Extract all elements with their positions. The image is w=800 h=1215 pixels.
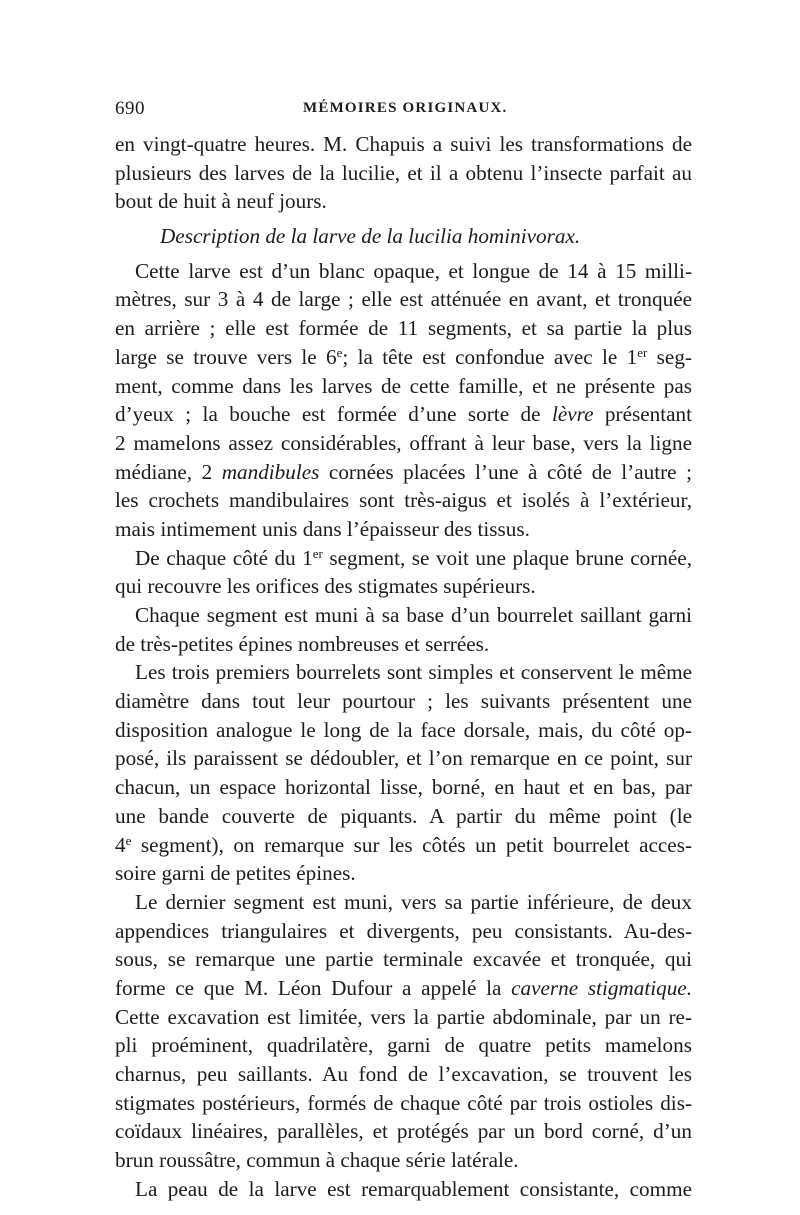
text-line: brun roussâtre, commun à chaque série latérale. xyxy=(115,1148,519,1173)
text-line: posé, ils paraissent se dédoubler, et l’on remarque en ce point, sur xyxy=(115,746,692,771)
text-line: appendices triangulaires et divergents, peu consistants. Au-des- xyxy=(115,918,692,943)
superscript: er xyxy=(312,545,323,561)
italic-term: mandibules xyxy=(221,459,320,484)
text-line: chacun, un espace horizontal lisse, borné, en haut et en bas, par xyxy=(115,775,692,800)
text-line: 2 mamelons assez considérables, offrant à leur base, vers la ligne xyxy=(115,430,692,455)
text-run: 4 xyxy=(115,832,126,857)
italic-term: caverne stigmatique. xyxy=(511,975,692,1000)
superscript: e xyxy=(125,832,132,848)
text-line: en arrière ; elle est formée de 11 segments, et sa partie la plus xyxy=(115,316,692,341)
text-line: Cette excavation est limitée, vers la partie abdominale, par un re- xyxy=(115,1004,692,1029)
text-line: Cette larve est d’un blanc opaque, et longue de 14 à 15 milli- xyxy=(135,258,692,283)
text-line: de très-petites épines nombreuses et serrées. xyxy=(115,631,490,656)
text-line: Chaque segment est muni à sa base d’un bourrelet saillant garni xyxy=(135,603,692,627)
text-line xyxy=(115,458,692,487)
superscript: e xyxy=(336,344,343,360)
italic-term: lèvre xyxy=(551,402,594,427)
text-run: De chaque côté du 1 xyxy=(135,545,313,570)
text-line xyxy=(115,974,692,1003)
text-line: pli proéminent, quadrilatère, garni de quatre petits mamelons xyxy=(115,1033,692,1058)
text-run: large se trouve vers le 6 xyxy=(115,344,337,369)
text-run: d’yeux ; la bouche est formée d’une sorte de xyxy=(115,402,552,427)
text-line: charnus, peu saillants. Au fond de l’excavation, se trouvent les xyxy=(115,1062,692,1086)
text-line: La peau de la larve est remarquablement consistante, comme xyxy=(135,1176,692,1201)
text-line: ment, comme dans les larves de cette famille, et ne présente pas xyxy=(115,373,692,398)
text-line xyxy=(115,400,692,429)
text-run: forme ce que M. Léon Dufour a appelé la xyxy=(115,975,512,1000)
text-line: bout de huit à neuf jours. xyxy=(115,189,327,214)
page-header xyxy=(115,98,695,128)
text-line: diamètre dans tout leur pourtour ; les suivants présentent une xyxy=(115,689,692,714)
section-title: Description de la larve de la lucilia hominivorax. xyxy=(160,224,581,249)
text-line: coïdaux linéaires, parallèles, et protégés par un bord corné, d’un xyxy=(115,1119,692,1144)
text-line: soire garni de petites épines. xyxy=(115,861,356,886)
text-line: qui recouvre les orifices des stigmates supérieurs. xyxy=(115,574,536,599)
text-line xyxy=(115,544,692,573)
text-line: Les trois premiers bourrelets sont simples et conservent le même xyxy=(135,660,692,685)
text-line: disposition analogue le long de la face dorsale, mais, du côté op- xyxy=(115,717,692,742)
text-line: mètres, sur 3 à 4 de large ; elle est atténuée en avant, et tronquée xyxy=(115,287,692,312)
text-line xyxy=(115,343,692,372)
text-run: médiane, 2 xyxy=(115,459,222,484)
text-run: segment, se voit une plaque brune cornée, xyxy=(322,545,692,570)
text-line: stigmates postérieurs, formés de chaque côté par trois ostioles dis- xyxy=(115,1090,692,1115)
text-run: seg- xyxy=(647,344,692,369)
page-body xyxy=(115,130,692,1203)
text-line: mais intimement unis dans l’épaisseur des tissus. xyxy=(115,516,530,541)
page-number: 690 xyxy=(115,98,145,119)
text-line: en vingt-quatre heures. M. Chapuis a suivi les transformations de xyxy=(115,132,692,156)
text-line: plusieurs des larves de la lucilie, et il a obtenu l’insecte parfait au xyxy=(115,160,692,185)
text-run: présentant xyxy=(593,402,692,427)
text-run: cornées placées l’une à côté de l’autre ; xyxy=(319,459,692,484)
running-head: MÉMOIRES ORIGINAUX. xyxy=(303,100,508,116)
text-line: une bande couverte de piquants. A partir du même point (le xyxy=(115,803,692,828)
superscript: er xyxy=(637,344,648,360)
text-run: segment), on remarque sur les côtés un petit bourrelet acces- xyxy=(131,832,692,857)
text-line: sous, se remarque une partie terminale excavée et tronquée, qui xyxy=(115,947,692,972)
text-line: Le dernier segment est muni, vers sa partie inférieure, de deux xyxy=(135,889,692,914)
text-line xyxy=(115,831,692,860)
text-line: les crochets mandibulaires sont très-aigus et isolés à l’extérieur, xyxy=(115,488,692,513)
text-run: ; la tête est confondue avec le 1 xyxy=(342,344,638,369)
